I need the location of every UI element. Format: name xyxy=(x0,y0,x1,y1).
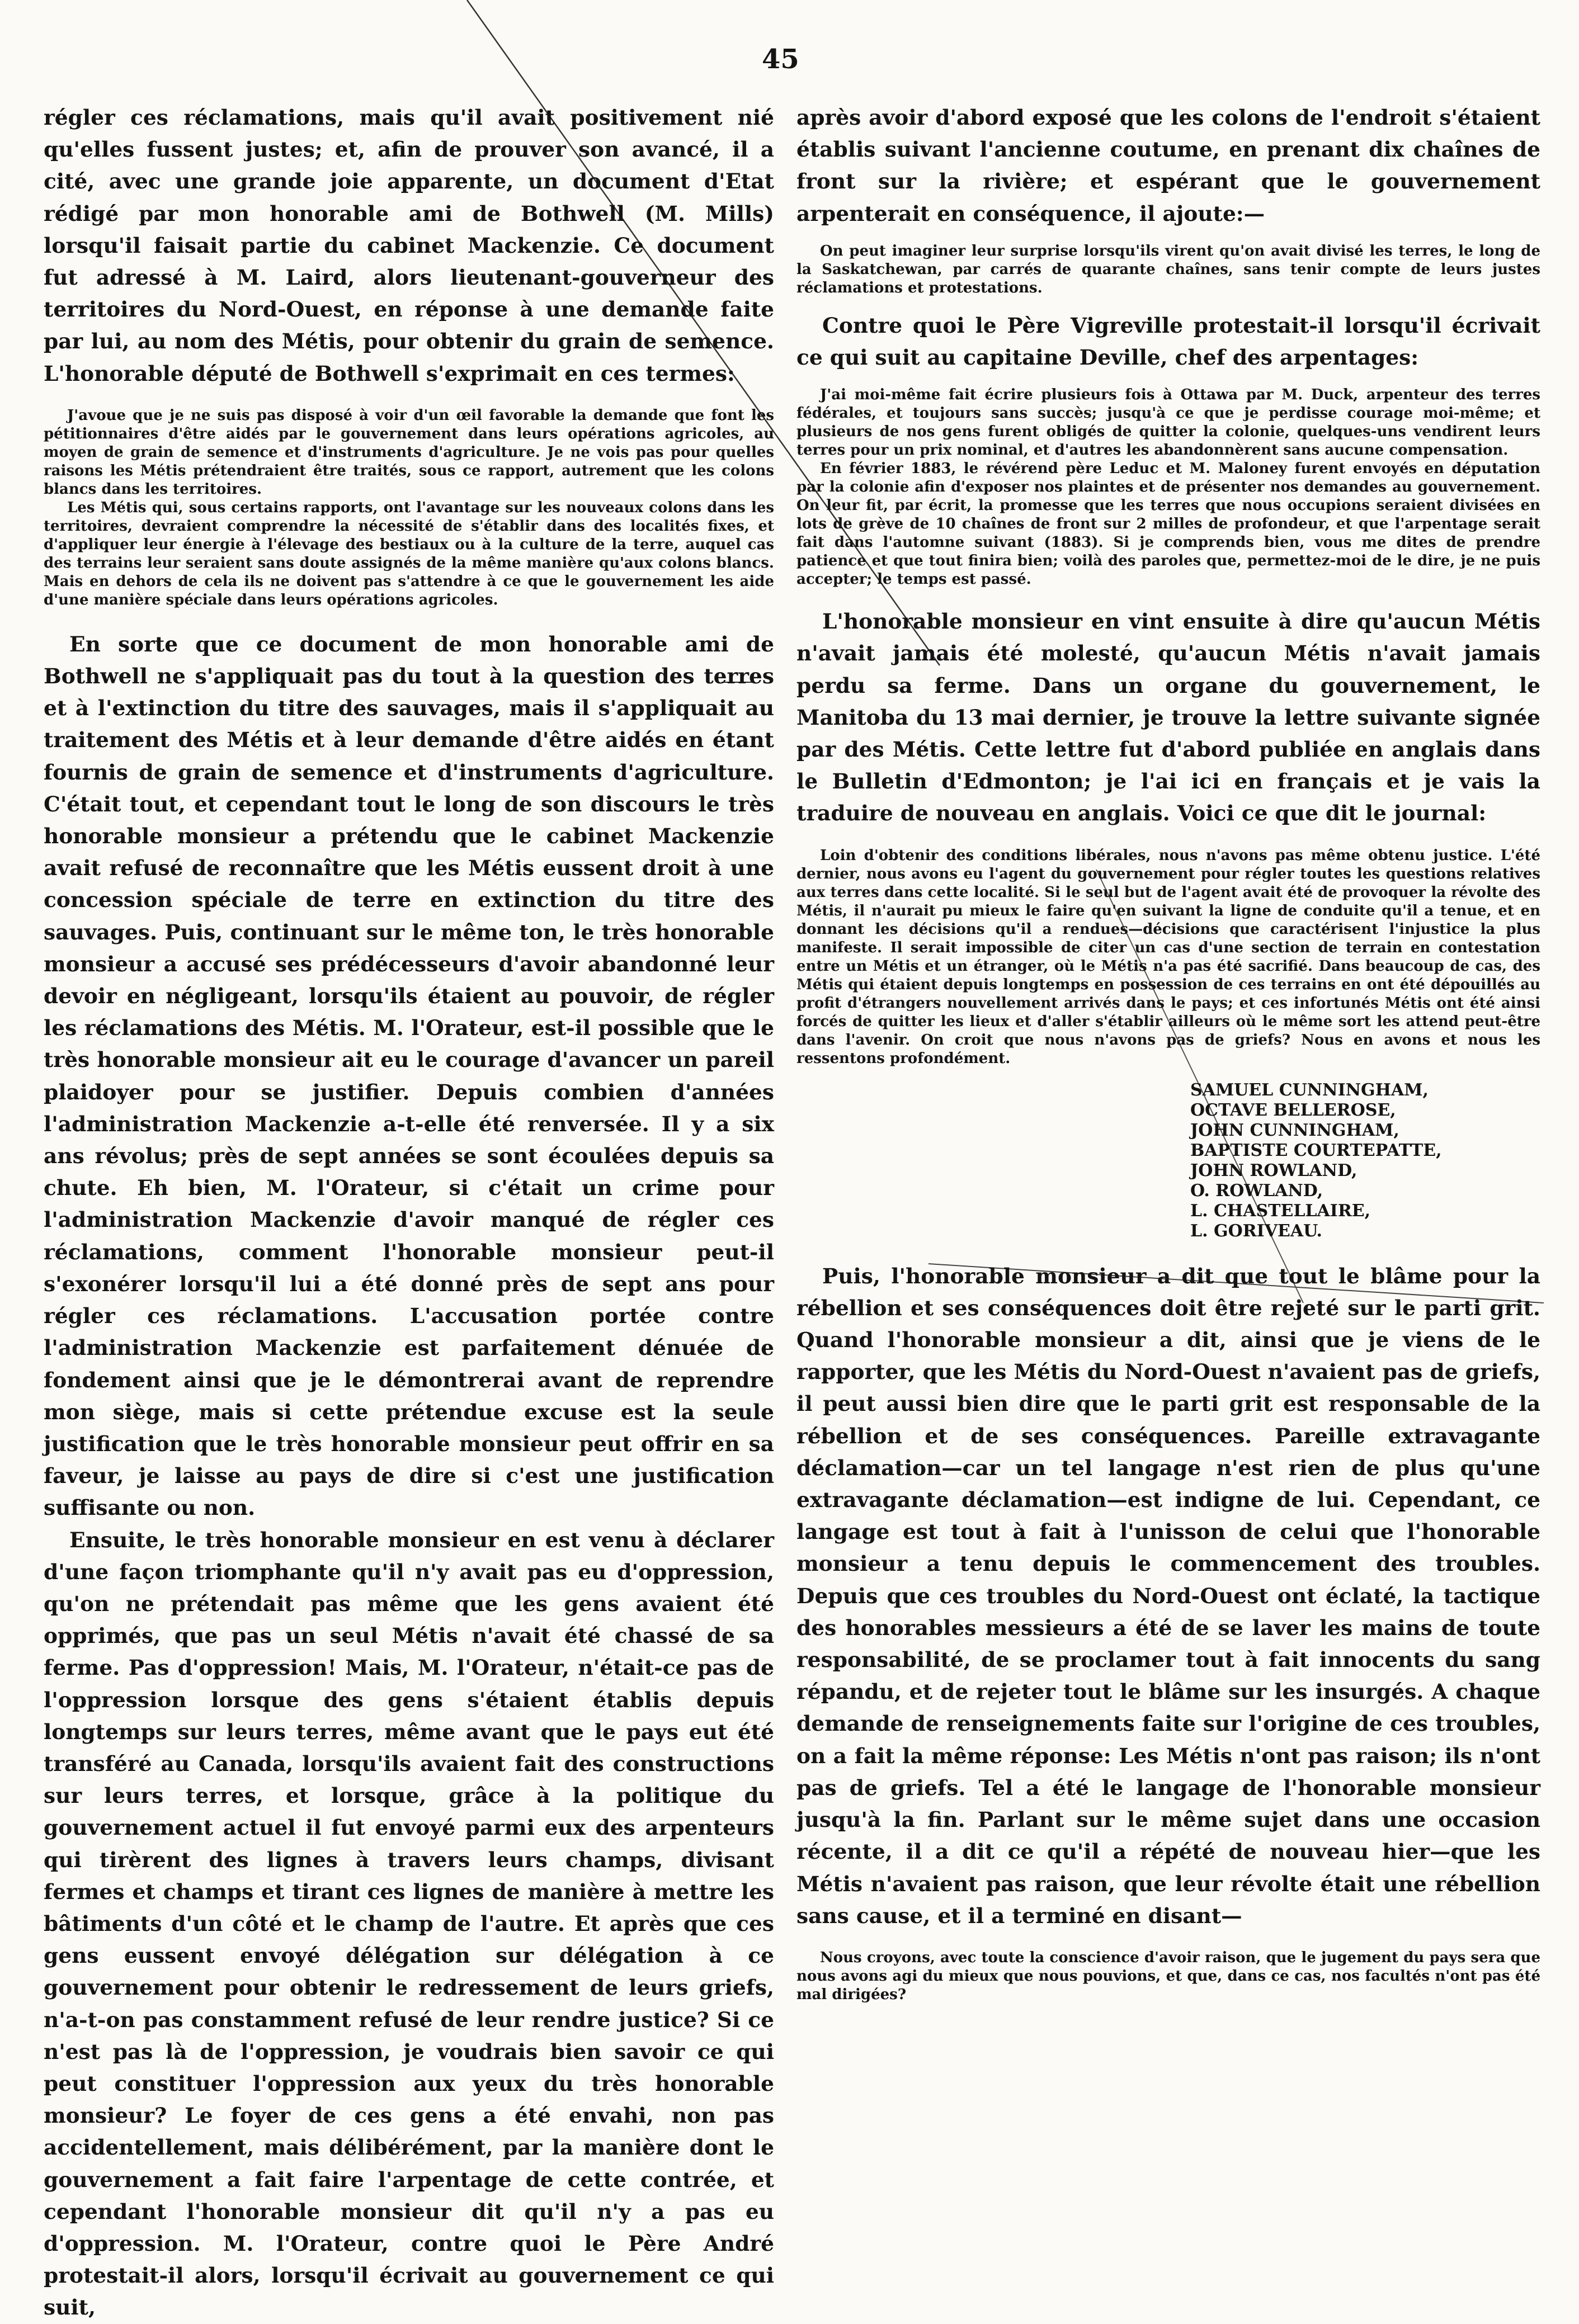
left-quote-2: Les Métis qui, sous certains rapports, ont l'avantage sur les nouveaux colons dans les territoires, devraient comprendre la nécessité de s'établir dans des localités fixes, et d'appliquer leur énergie à l'élevage des bestiaux ou à la culture de la terre, auquel cas des terrains leur seraient sans doute assignés de la même manière qu'aux colons blancs. Mais en dehors de cela ils ne doivent pas s'attendre à ce que le gouvernement les aide d'une manière spéciale dans leurs opérations agricoles. xyxy=(44,499,774,608)
right-paragraph-4: Puis, l'honorable monsieur a dit que tout le blâme pour la rébellion et ses conséquences doit être rejeté sur le parti grit. Quand l'honorable monsieur a dit, ainsi que je viens de le rapporter, que les Métis du Nord-Ouest n'avaient pas de griefs, il peut aussi bien dire que le parti grit est responsable de la rébellion et de ses conséquences. Pareille extravagante déclamation—car un tel langage n'est rien de plus qu'une extravagante déclamation—est indigne de lui. Cependant, ce langage est tout à fait à l'unisson de celui que l'honorable monsieur a tenu depuis le commencement des troubles. Depuis que ces troubles du Nord-Ouest ont éclaté, la tactique des honorables messieurs a été de se laver les mains de toute responsabilité, de se proclamer tout à fait innocents du sang répandu, et de rejeter tout le blâme sur les insurgés. A chaque demande de renseignements faite sur l'origine de ces troubles, on a fait la même réponse: Les Métis n'ont pas raison; ils n'ont pas de griefs. Tel a été le langage de l'honorable monsieur jusqu'à la fin. Parlant sur le même sujet dans une occasion récente, il a dit ce qu'il a répété de nouveau hier—que les Métis n'avaient pas raison, que leur révolte était une rébellion sans cause, et il a terminé en disant— xyxy=(796,1263,1540,1928)
signature-name: SAMUEL CUNNINGHAM, xyxy=(1190,1080,1429,1100)
left-column xyxy=(44,102,774,2324)
right-quote-4: Loin d'obtenir des conditions libérales, nous n'avons pas même obtenu justice. L'été dernier, nous avons eu l'agent du gouvernement pour régler toutes les questions relatives aux terres dans cette localité. Si le seul but de l'agent avait été de provoquer la révolte des Métis, il n'aurait pu mieux le faire qu'en suivant la ligne de conduite qu'il a tenue, et en donnant les décisions qu'il a rendues—décisions que caractérisent l'injustice la plus manifeste. Il serait impossible de citer un cas d'une section de terrain en contestation entre un Métis et un étranger, où le Métis n'a pas été sacrifié. Dans beaucoup de cas, des Métis qui étaient depuis longtemps en possession de ces terrains en ont été dépouillés au profit d'étrangers nouvellement arrivés dans le pays; et ces infortunés Métis ont été ainsi forcés de quitter les lieux et d'aller s'établir ailleurs où le même sort les attend peut-être dans l'avenir. On croit que nous n'avons pas de griefs? Nous en avons et nous les ressentons profondément. xyxy=(796,847,1540,1067)
signature-name: OCTAVE BELLEROSE, xyxy=(1190,1100,1396,1120)
page-number: 45 xyxy=(762,44,799,75)
right-paragraph-1: après avoir d'abord exposé que les colons de l'endroit s'étaient établis suivant l'ancienne coutume, en prenant dix chaînes de front sur la rivière; et espérant que le gouvernement arpenterait en conséquence, il ajoute:— xyxy=(796,105,1540,226)
left-paragraph-3: Ensuite, le très honorable monsieur en est venu à déclarer d'une façon triomphante qu'il n'y avait pas eu d'oppression, qu'on ne prétendait pas même que les gens avaient été opprimés, que pas un seul Métis n'avait été chassé de sa ferme. Pas d'oppression! Mais, M. l'Orateur, n'était-ce pas de l'oppression lorsque des gens s'étaient établis depuis longtemps sur leurs terres, même avant que le pays eut été transféré au Canada, lorsqu'ils avaient fait des constructions sur leurs terres, et lorsque, grâce à la politique du gouvernement actuel il fut envoyé parmi eux des arpenteurs qui tirèrent des lignes à travers leurs champs, divisant fermes et champs et tirant ces lignes de manière à mettre les bâtiments d'un côté et le champ de l'autre. Et après que ces gens eussent envoyé délégation sur délégation à ce gouvernement pour obtenir le redressement de leurs griefs, n'a-t-on pas constamment refusé de leur rendre justice? Si ce n'est pas là de l'oppression, je voudrais bien savoir ce qui peut constituer l'oppression aux yeux du très honorable monsieur? Le foyer de ces gens a été envahi, non pas accidentellement, mais délibérément, par la manière dont le gouvernement a fait faire l'arpentage de cette contrée, et cependant l'honorable monsieur dit qu'il n'y a pas eu d'oppression. M. l'Orateur, contre quoi le Père André protestait-il alors, lorsqu'il écrivait au gouvernement ce qui suit, xyxy=(44,1527,774,2320)
signature-name: L. CHASTELLAIRE, xyxy=(1190,1201,1371,1221)
signature-block xyxy=(1190,1080,1540,1241)
signature-name: JOHN ROWLAND, xyxy=(1190,1160,1358,1180)
right-paragraph-3: L'honorable monsieur en vint ensuite à dire qu'aucun Métis n'avait jamais été molesté, qu'aucun Métis n'avait jamais perdu sa ferme. Dans un organe du gouvernement, le Manitoba du 13 mai dernier, je trouve la lettre suivante signée par des Métis. Cette lettre fut d'abord publiée en anglais dans le Bulletin d'Edmonton; je l'ai ici en français et je vais la traduire de nouveau en anglais. Voici ce que dit le journal: xyxy=(796,609,1540,826)
signature-name: O. ROWLAND, xyxy=(1190,1180,1323,1201)
signature-name: BAPTISTE COURTEPATTE, xyxy=(1190,1140,1442,1160)
right-quote-2: J'ai moi-même fait écrire plusieurs fois à Ottawa par M. Duck, arpenteur des terres fédérales, et toujours sans succès; jusqu'à ce que je perdisse courage moi-même; et plusieurs de nos gens furent obligés de quitter la colonie, quelques-uns vendirent leurs terres pour un prix nominal, et d'autres les abandonnèrent sans aucune compensation. xyxy=(796,386,1540,459)
right-column xyxy=(796,102,1540,2004)
left-paragraph-1: régler ces réclamations, mais qu'il avait positivement nié qu'elles fussent justes; et, afin de prouver son avancé, il a cité, avec une grande joie apparente, un document d'Etat rédigé par mon honorable ami de Bothwell (M. Mills) lorsqu'il faisait partie du cabinet Mackenzie. Ce document fut adressé à M. Laird, alors lieutenant-gouverneur des territoires du Nord-Ouest, en réponse à une demande faite par lui, au nom des Métis, pour obtenir du grain de semence. L'honorable député de Bothwell s'exprimait en ces termes: xyxy=(44,105,774,386)
left-quote-1: J'avoue que je ne suis pas disposé à voir d'un œil favorable la demande que font les pétitionnaires d'être aidés par le gouvernement dans leurs opérations agricoles, au moyen de grain de semence et d'instruments d'agriculture. Je ne vois pas pour quelles raisons les Métis prétendraient être traités, sous ce rapport, autrement que les colons blancs dans les territoires. xyxy=(44,407,774,498)
left-paragraph-2: En sorte que ce document de mon honorable ami de Bothwell ne s'appliquait pas du tout à la question des terres et à l'extinction du titre des sauvages, mais il s'appliquait au traitement des Métis et à leur demande d'être aidés en étant fournis de grain de semence et d'instruments d'agriculture. C'était tout, et cependant tout le long de son discours le très honorable monsieur a prétendu que le cabinet Mackenzie avait refusé de reconnaître que les Métis eussent droit à une concession spéciale de terre en extinction du titre des sauvages. Puis, continuant sur le même ton, le très honorable monsieur a accusé ses prédécesseurs d'avoir abandonné leur devoir en négligeant, lorsqu'ils étaient au pouvoir, de régler les réclamations des Métis. M. l'Orateur, est-il possible que le très honorable monsieur ait eu le courage d'avancer un pareil plaidoyer pour se justifier. Depuis combien d'années l'administration Mackenzie a-t-elle été renversée. Il y a six ans révolus; près de sept années se sont écoulées depuis sa chute. Eh bien, M. l'Orateur, si c'était un crime pour l'administration Mackenzie d'avoir manqué de régler ces réclamations, comment l'honorable monsieur peut-il s'exonérer lorsqu'il lui a été donné près de sept ans pour régler ces réclamations. L'accusation portée contre l'administration Mackenzie est parfaitement dénuée de fondement ainsi que je le démontrerai avant de reprendre mon siège, mais si cette prétendue excuse est la seule justification que le très honorable monsieur peut offrir en sa faveur, je laisse au pays de dire si c'est une justification suffisante ou non. xyxy=(44,631,774,1520)
signature-name: L. GORIVEAU. xyxy=(1190,1221,1322,1241)
right-quote-5: Nous croyons, avec toute la conscience d'avoir raison, que le jugement du pays sera que nous avons agi du mieux que nous pouvions, et que, dans ce cas, nos facultés n'ont pas été mal dirigées? xyxy=(796,1949,1540,2003)
signature-name: JOHN CUNNINGHAM, xyxy=(1190,1120,1399,1140)
right-quote-3: En février 1883, le révérend père Leduc et M. Maloney furent envoyés en députation par la colonie afin d'exposer nos plaintes et de présenter nos demandes au gouvernement. On leur fit, par écrit, la promesse que les terres que nous occupions seraient divisées en lots de grève de 10 chaînes de front sur 2 milles de profondeur, et que l'arpentage serait fait dans l'automne suivant (1883). Si je comprends bien, vous me dites de prendre patience et que tout finira bien; voilà des paroles que, permettez-moi de le dire, je ne puis accepter; le temps est passé. xyxy=(796,460,1540,588)
right-quote-1: On peut imaginer leur surprise lorsqu'ils virent qu'on avait divisé les terres, le long de la Saskatchewan, par carrés de quarante chaînes, sans tenir compte de leurs justes réclamations et protestations. xyxy=(796,242,1540,296)
right-paragraph-2: Contre quoi le Père Vigreville protestait-il lorsqu'il écrivait ce qui suit au capitaine Deville, chef des arpentages: xyxy=(796,313,1540,370)
